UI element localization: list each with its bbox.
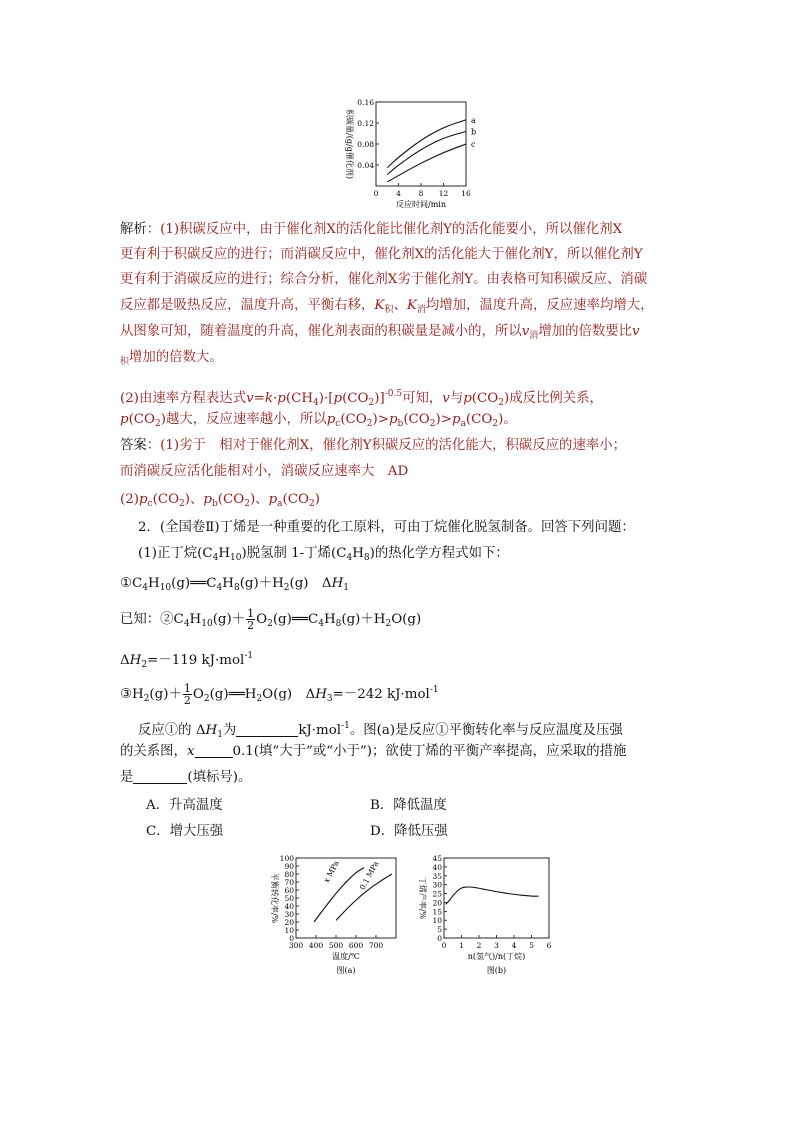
series-line-2 — [387, 131, 466, 174]
chart-caption: 图(b) — [486, 966, 507, 975]
y-tick-label: 10 — [432, 916, 442, 926]
x-axis-label: 反应时间/min — [396, 200, 446, 208]
equation-3: $③H_2(g)+$ $\frac{1}{2}$ $O_2(g)══H_2O(g)$ $\Delta H_3=-242$ kJ·mol$^{-1}$ — [120, 682, 439, 707]
equation-2: 已知：$②C_4H_{10}(g)+$ $\frac{1}{2}$ $O_2(g)══C_4H_8(g)+H_2O(g)$ — [120, 607, 422, 632]
answer-line-3: $(2)p_c(CO_2)$、$p_b(CO_2)$、$p_a(CO_2)$ — [120, 492, 320, 509]
analysis-line-3: 更有利于消碳反应的进行；综合分析，催化剂X劣于催化剂Y。由表格可知积碳反应、消碳 — [120, 272, 648, 287]
y-tick-label: 35 — [432, 871, 442, 881]
series-label-c: c — [471, 140, 476, 149]
answer-line-2: 而消碳反应活化能相对小，消碳反应速率大 AD — [120, 464, 409, 479]
analysis-line-6: $_积$增加的倍数大。 — [120, 350, 223, 367]
y-tick-label: 20 — [432, 898, 442, 908]
series-line-3 — [387, 144, 466, 182]
analysis-line-5: 从图象可知，随着温度的升高，催化剂表面的积碳量是减小的，所以$v_消$增加的倍数要比v — [120, 324, 640, 341]
question-2-part-1: (1)正丁烷$(C_4H_{10})$脱氢制 1-丁烯$(C_4H_8)$的热化学方程式如下： — [138, 546, 509, 563]
series-line-1 — [314, 868, 364, 922]
y-tick-label: 5 — [437, 925, 442, 935]
option-c: C．增大压强 — [146, 824, 224, 839]
plot-frame — [376, 102, 466, 186]
series-label-a: a — [471, 115, 476, 125]
x-tick-label: 2 — [476, 941, 482, 950]
analysis-line-2: 更有利于积碳反应的进行；而消碳反应中，催化剂X的活化能大于催化剂Y，所以催化剂Y — [120, 247, 643, 262]
analysis-line-7: (2)由速率方程表达式$v=k\cdot p(CH_4)\cdot[p(CO_2)]^{-0.5}$可知，v与$p(CO_2)$成反比例关系， — [120, 389, 603, 408]
y-tick-label: 0.16 — [357, 98, 374, 107]
analysis-line-1: 解析：(1)积碳反应中，由于催化剂X的活化能比催化剂Y的活化能要小，所以催化剂X — [120, 222, 623, 237]
y-tick-label: 80 — [284, 870, 294, 879]
equation-1: $①C_4H_{10}(g)══C_4H_8(g)+H_2(g)$ $\Delta H_1$ — [120, 576, 350, 593]
answer-label: 答案 — [120, 438, 147, 453]
y-tick-label: 0.08 — [357, 140, 374, 149]
x-tick-label: 8 — [418, 189, 424, 198]
x-axis-label: 温度/℃ — [332, 952, 360, 961]
analysis-line-4: 反应都是吸热反应，温度升高，平衡右移，$K_积$、$K_消$均增加，温度升高，反应速率均增大， — [120, 298, 654, 315]
y-tick-label: 0 — [437, 934, 442, 943]
x-tick-label: 400 — [308, 941, 324, 950]
x-tick-label: 6 — [546, 941, 552, 950]
question-2-stem: 2．(全国卷Ⅱ)丁烯是一种重要的化工原料，可由丁烷催化脱氢制备。回答下列问题： — [138, 520, 635, 535]
y-tick-label: 10 — [284, 926, 294, 935]
x-tick-label: 3 — [494, 941, 499, 950]
answer-blank-measure[interactable] — [133, 769, 187, 784]
x-tick-label: 0 — [373, 189, 379, 198]
x-tick-label: 700 — [368, 941, 384, 950]
y-tick-label: 25 — [432, 889, 442, 899]
analysis-label: 解析 — [120, 222, 147, 237]
answer-blank-x[interactable] — [195, 743, 233, 758]
y-tick-label: 30 — [284, 910, 294, 919]
conversion-chart-a — [262, 848, 412, 990]
y-axis-label: 积碳量/(g/g催化剂) — [345, 109, 354, 179]
question-line-1: 反应①的 $\Delta H_1$为 kJ·mol$^{-1}$。图(a)是反应①平衡转化率与反应温度及压强 — [138, 721, 623, 740]
x-tick-label: 12 — [438, 189, 449, 198]
series-label-b: b — [471, 127, 477, 137]
question-line-3: 是 (填标号)。 — [120, 770, 252, 785]
y-tick-label: 45 — [432, 854, 442, 863]
series-label-1: x MPa — [321, 859, 341, 885]
option-a: A．升高温度 — [146, 798, 223, 813]
y-tick-label: 60 — [284, 886, 294, 895]
plot-frame — [444, 858, 549, 938]
plot-frame — [296, 858, 396, 938]
option-b: B．降低温度 — [370, 798, 447, 813]
series-line-1 — [446, 887, 539, 904]
y-tick-label: 50 — [284, 894, 294, 903]
y-axis-label: 平衡转化率/% — [270, 872, 279, 924]
y-tick-label: 40 — [284, 902, 294, 911]
yield-chart-b — [412, 848, 562, 990]
y-tick-label: 15 — [432, 907, 442, 917]
x-tick-label: 300 — [288, 941, 304, 950]
analysis-line-8: $p(CO_2)$越大，反应速率越小，所以$p_c(CO_2)>p_b(CO_2)>p_a(CO_2)$。 — [120, 412, 517, 429]
x-tick-label: 16 — [461, 189, 471, 198]
y-tick-label: 100 — [279, 854, 294, 863]
x-tick-label: 4 — [511, 941, 517, 950]
y-tick-label: 90 — [284, 862, 294, 871]
answer-blank-dh1[interactable] — [236, 722, 298, 737]
y-tick-label: 30 — [432, 880, 442, 890]
x-tick-label: 600 — [348, 941, 364, 950]
option-d: D．降低压强 — [370, 824, 448, 839]
y-tick-label: 0 — [289, 934, 294, 943]
chart-caption: 图(a) — [336, 966, 356, 975]
series-label-2: 0.1 MPa — [357, 859, 381, 892]
question-line-2: 的关系图，x 0.1(填“大于”或“小于”)；欲使丁烯的平衡产率提高，应采取的措施 — [120, 744, 627, 759]
delta-h2: $\Delta H_2=-119$ kJ·mol$^{-1}$ — [120, 651, 254, 670]
y-tick-label: 0.04 — [357, 161, 374, 170]
one-half-fraction: $\frac{1}{2}$ — [183, 682, 191, 707]
one-half-fraction: $\frac{1}{2}$ — [247, 607, 255, 632]
carbon-deposit-chart — [336, 96, 486, 208]
x-tick-label: 5 — [529, 941, 534, 950]
x-tick-label: 500 — [328, 941, 344, 950]
x-tick-label: 4 — [396, 189, 401, 198]
y-tick-label: 40 — [432, 862, 442, 872]
y-axis-label: 丁烯产率/% — [418, 876, 427, 920]
answer-line-1: 答案：(1)劣于 相对于催化剂X，催化剂Y积碳反应的活化能大，积碳反应的速率小； — [120, 438, 627, 453]
y-tick-label: 0.12 — [357, 119, 374, 128]
x-tick-label: 1 — [459, 941, 464, 950]
y-tick-label: 20 — [284, 918, 294, 927]
y-tick-label: 70 — [284, 878, 294, 887]
x-axis-label: n(氢气)/n(丁烷) — [467, 952, 526, 961]
x-tick-label: 0 — [441, 941, 447, 950]
